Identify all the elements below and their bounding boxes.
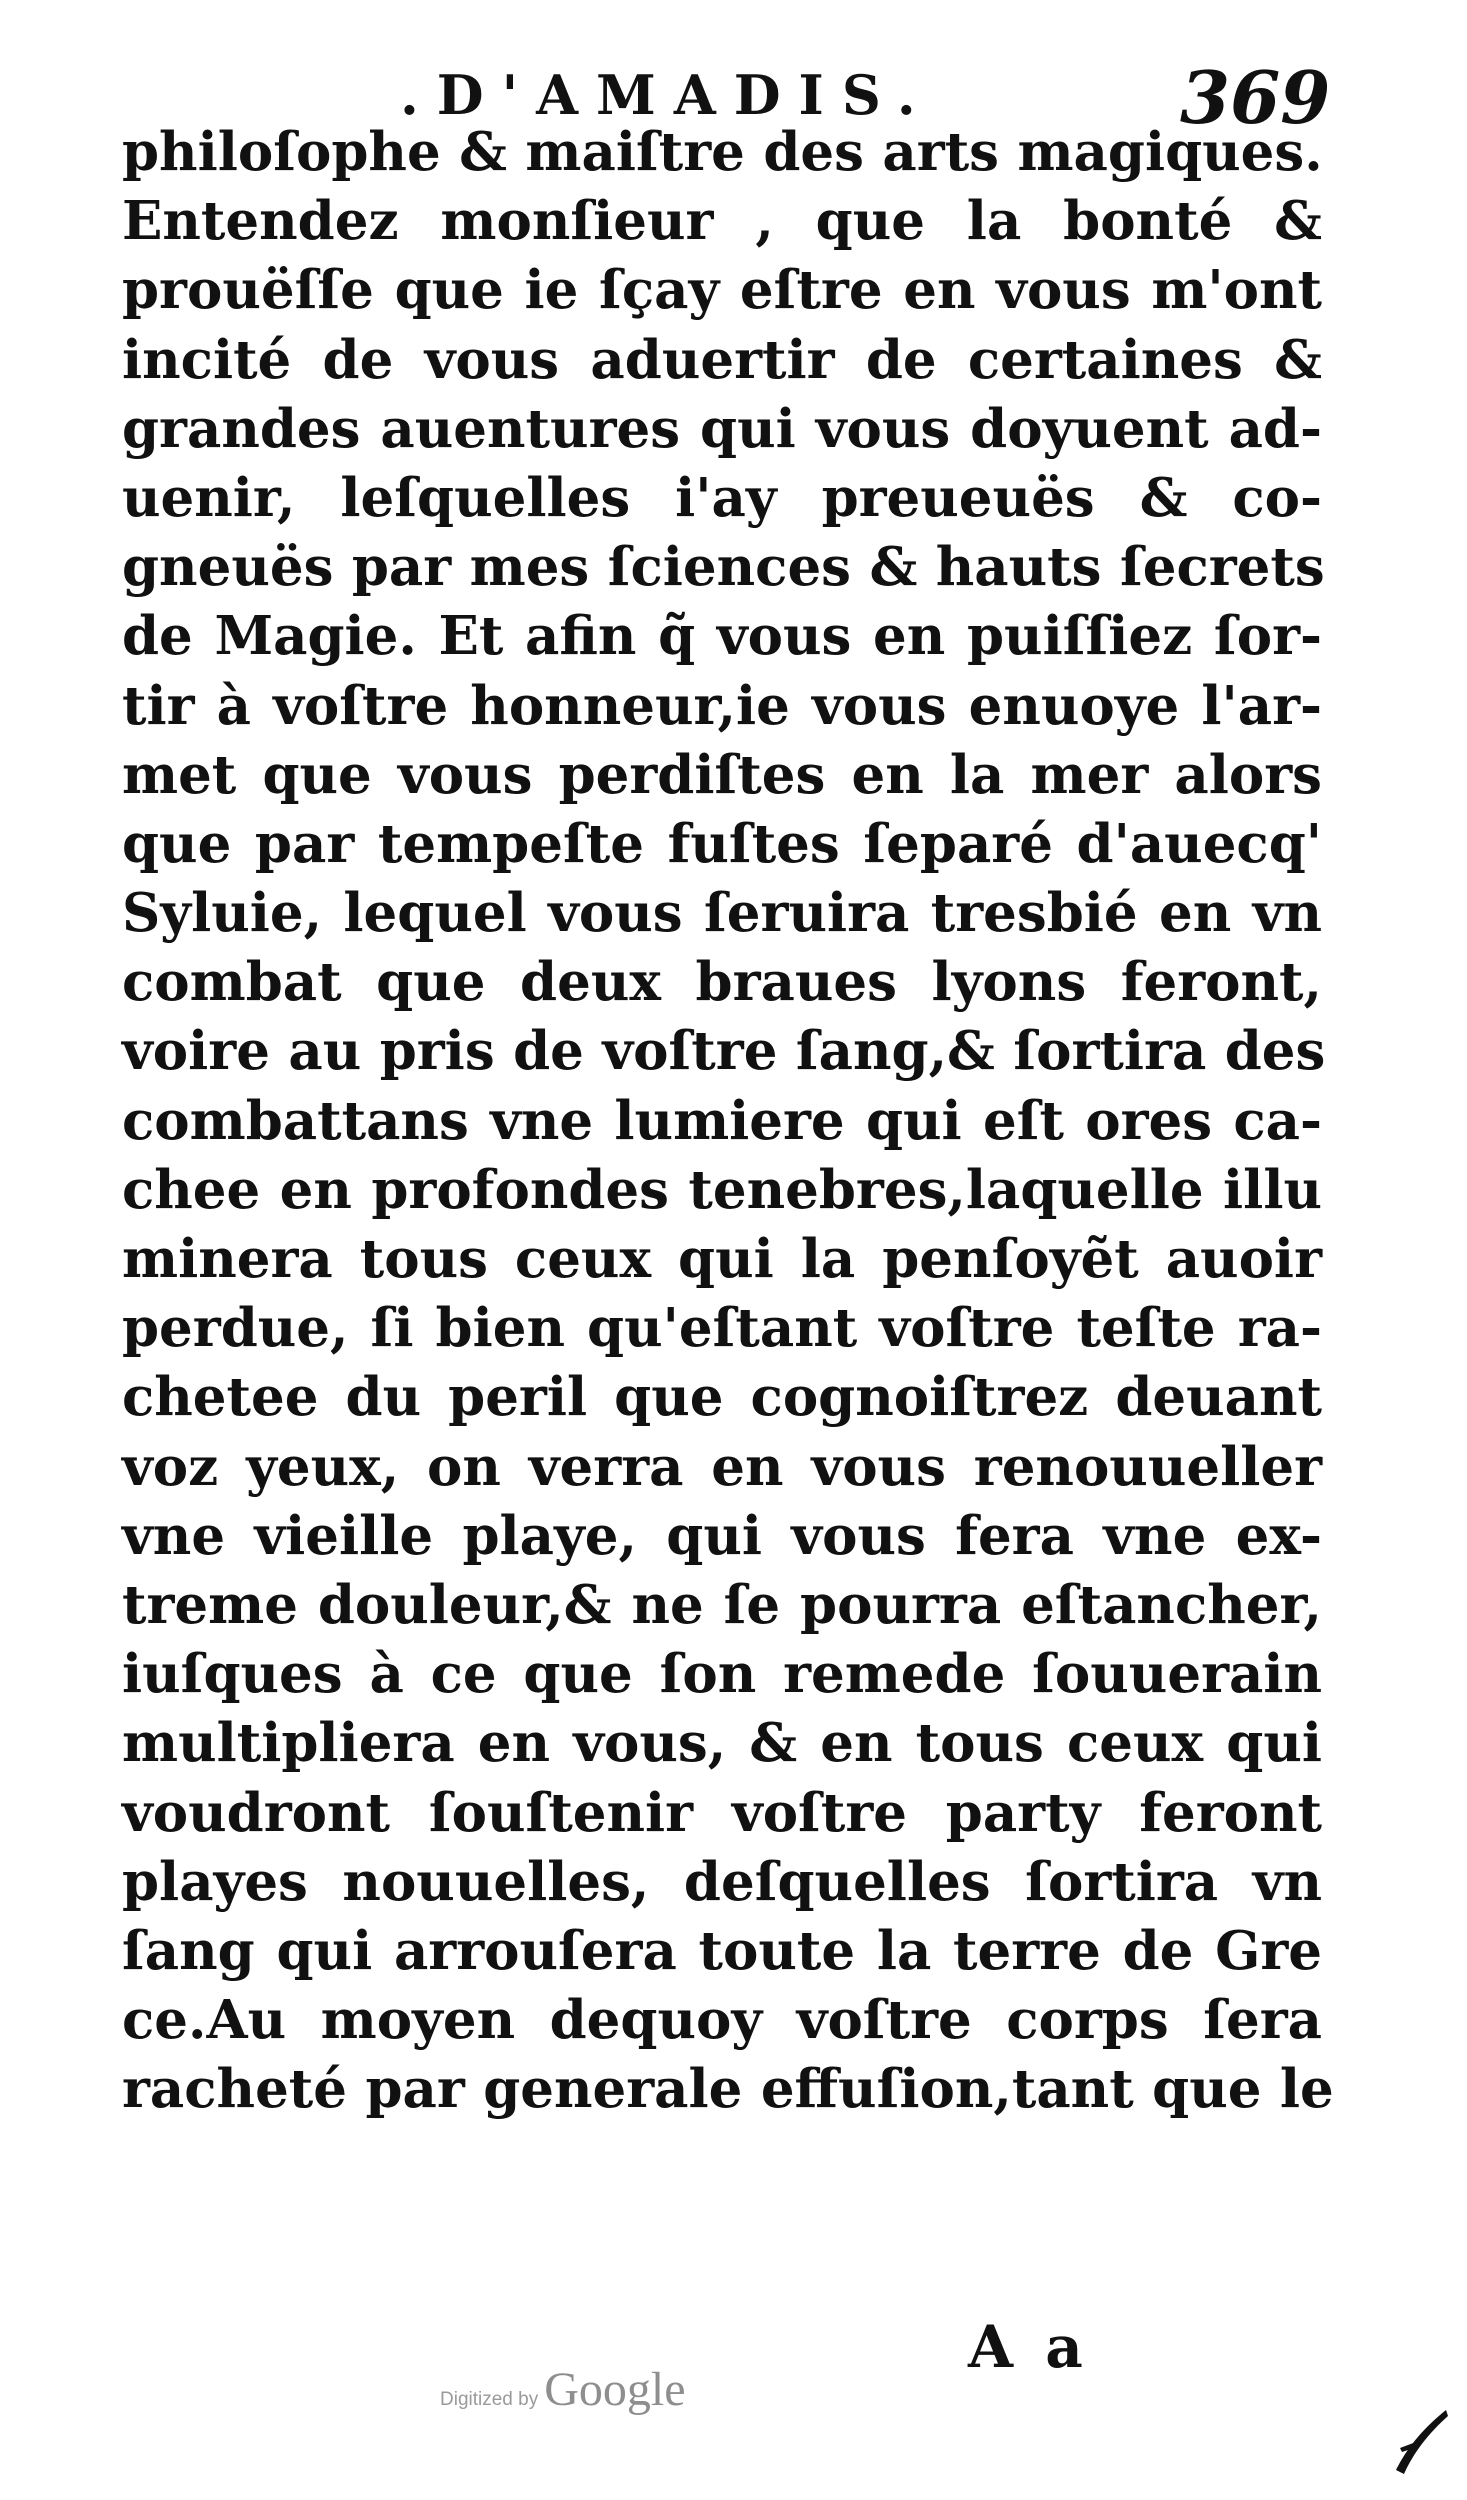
text-line: ce.Au moyen dequoy voſtre corps ſera: [122, 1989, 1322, 2052]
text-line: ſang qui arrouſera toute la terre de Gre: [122, 1919, 1322, 1982]
text-line: combattans vne lumiere qui eſt ores ca-: [122, 1089, 1322, 1152]
text-line: combat que deux braues lyons feront,: [122, 951, 1322, 1014]
text-line: chee en profondes tenebres,laquelle illu: [122, 1158, 1322, 1221]
text-line: racheté par generale effuſion,tant que le: [122, 2058, 1334, 2121]
watermark-brand: Google: [544, 2363, 686, 2416]
digitized-watermark: [440, 2362, 686, 2417]
page-number: 369: [1180, 55, 1331, 140]
text-line: incité de vous aduertir de certaines &: [122, 328, 1322, 391]
text-line: uenir, leſquelles i'ay preueuës & co-: [122, 466, 1322, 529]
text-line: tir à voſtre honneur,ie vous enuoye l'ar-: [122, 674, 1322, 737]
text-line: gneuës par mes ſciences & hauts ſecrets: [122, 536, 1325, 599]
text-line: multipliera en vous, & en tous ceux qui: [122, 1712, 1322, 1775]
text-line: Syluie, lequel vous ſeruira tresbié en vn: [122, 882, 1322, 945]
text-line: treme douleur,& ne ſe pourra eſtancher,: [122, 1573, 1322, 1636]
text-line: philoſophe & maiſtre des arts magiques.: [122, 121, 1323, 183]
text-line: iuſques à ce que ſon remede ſouuerain: [122, 1643, 1322, 1706]
text-line: prouëſſe que ie ſçay eſtre en vous m'ont: [122, 259, 1322, 322]
text-line: grandes auentures qui vous doyuent ad-: [122, 397, 1322, 460]
text-line: met que vous perdiſtes en la mer alors: [122, 743, 1322, 806]
text-line: voz yeux, on verra en vous renouueller: [122, 1435, 1322, 1498]
text-line: que par tempeſte fuſtes ſeparé d'auecq': [122, 812, 1322, 875]
page-corner-mark-icon: [1386, 2390, 1456, 2480]
text-line: vne vieille playe, qui vous fera vne ex-: [122, 1504, 1322, 1567]
text-line: voire au pris de voſtre ſang,& ſortira des: [122, 1020, 1326, 1083]
signature-mark: A a: [968, 2313, 1089, 2381]
text-line: de Magie. Et afin q̃ vous en puiſſiez ſor-: [122, 605, 1322, 668]
body-text: [122, 118, 1334, 2124]
running-title: .D'AMADIS.: [400, 63, 934, 127]
text-line: voudront ſouſtenir voſtre party feront: [122, 1781, 1322, 1844]
watermark-prefix: Digitized by: [440, 2389, 539, 2410]
text-line: playes nouuelles, deſquelles ſortira vn: [122, 1850, 1322, 1913]
text-line: chetee du peril que cognoiſtrez deuant: [122, 1366, 1322, 1429]
text-line: Entendez monſieur , que la bonté &: [122, 190, 1322, 253]
text-line: perdue, ſi bien qu'eſtant voſtre teſte ra-: [122, 1297, 1322, 1360]
text-line: minera tous ceux qui la penſoyẽt auoir: [122, 1228, 1322, 1290]
